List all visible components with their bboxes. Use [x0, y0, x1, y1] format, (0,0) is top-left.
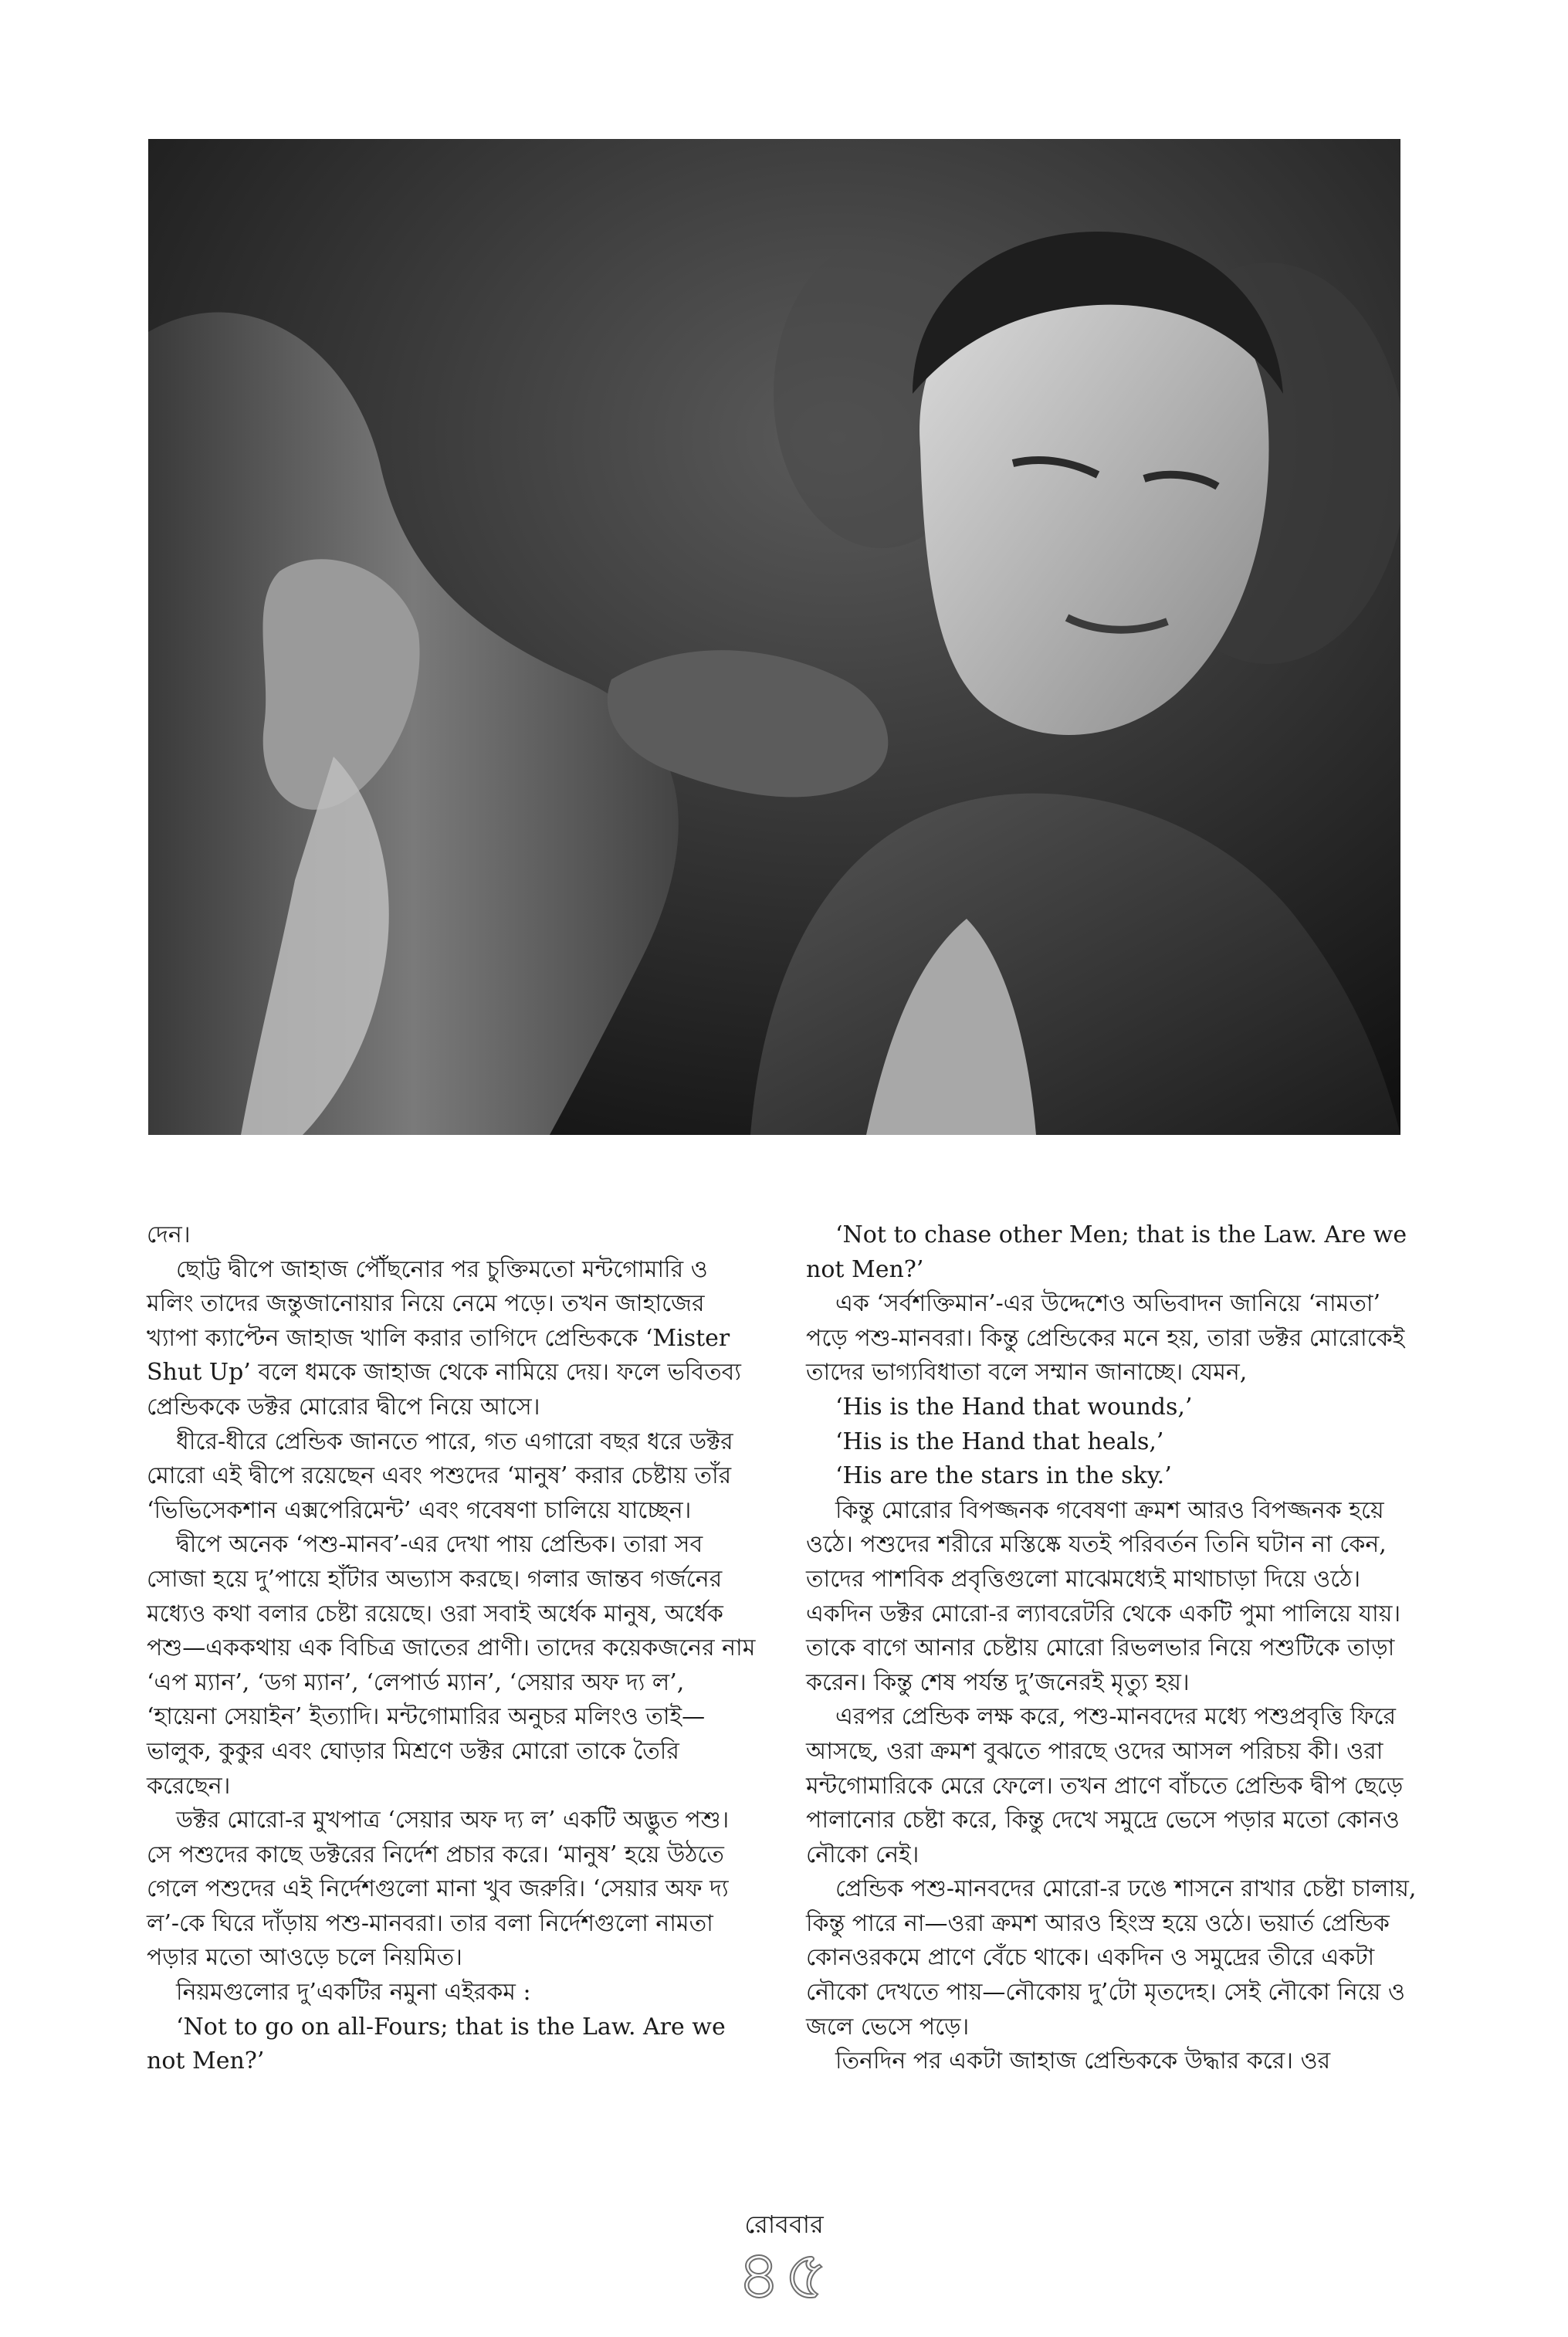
paragraph: ‘His are the stars in the sky.’ [835, 1462, 1172, 1490]
paragraph: ডক্টর মোরো-র মুখপাত্র ‘সেয়ার অফ দ্য ল’ একটি অদ্ভুত পশু। সে পশুদের কাছে ডক্টরের নির্দেশ প্রচার করে। ‘মানুষ’ হয়ে উঠতে গেলে পশুদের এই নির্দেশগুলো মানা খুব জরুরি। ‘সেয়ার অফ দ্য ল’-কে ঘিরে দাঁড়ায় পশু-মানবরা। তার বলা নির্দেশগুলো নামতা পড়ার মতো আওড়ে চলে নিয়মিত। [147, 1807, 730, 1972]
paragraph: ছোট্ট দ্বীপে জাহাজ পৌঁছনোর পর চুক্তিমতো মন্টগোমারি ও মলিং তাদের জন্তুজানোয়ার নিয়ে নেমে পড়ে। তখন জাহাজের খ্যাপা ক্যাপ্টেন জাহাজ খালি করার তাগিদে প্রেন্ডিককে ‘Mister Shut Up’ বলে ধমকে জাহাজ থেকে নামিয়ে দেয়। ফলে ভবিতব্য প্রেন্ডিককে ডক্টর মোরোর দ্বীপে নিয়ে আসে। [147, 1255, 741, 1421]
paragraph: তিনদিন পর একটা জাহাজ প্রেন্ডিককে উদ্ধার করে। ওর [835, 2047, 1331, 2075]
paragraph: ‘His is the Hand that wounds,’ [835, 1393, 1193, 1421]
right-text-column [806, 1218, 1424, 2079]
film-still-photo [148, 139, 1400, 1135]
left-text-column [147, 1218, 757, 2079]
magazine-name: রোববার [744, 2210, 824, 2239]
paragraph: ‘His is the Hand that heals,’ [835, 1428, 1164, 1455]
paragraph: ‘Not to go on all-Fours; that is the Law. Are we not Men?’ [147, 2013, 726, 2075]
paragraph: এক ‘সর্বশক্তিমান’-এর উদ্দেশেও অভিবাদন জানিয়ে ‘নামতা’ পড়ে পশু-মানবরা। কিন্তু প্রেন্ডিকের মনে হয়, তারা ডক্টর মোরোকেই তাদের ভাগ্যবিধাতা বলে সম্মান জানাচ্ছে। যেমন, [806, 1290, 1405, 1387]
paragraph: দ্বীপে অনেক ‘পশু-মানব’-এর দেখা পায় প্রেন্ডিক। তারা সব সোজা হয়ে দু’পায়ে হাঁটার অভ্যাস করছে। গলার জান্তব গর্জনের মধ্যেও কথা বলার চেষ্টা রয়েছে। ওরা সবাই অর্ধেক মানুষ, অর্ধেক পশু—এককথায় এক বিচিত্র জাতের প্রাণী। তাদের কয়েকজনের নাম ‘এপ ম্যান’, ‘ডগ ম্যান’, ‘লেপার্ড ম্যান’, ‘সেয়ার অফ দ্য ল’, ‘হায়েনা সেয়াইন’ ইত্যাদি। মন্টগোমারির অনুচর মলিংও তাই—ভালুক, কুকুর এবং ঘোড়ার মিশ্রণে ডক্টর মোরো তাকে তৈরি করেছেন। [147, 1531, 756, 1800]
paragraph: ধীরে-ধীরে প্রেন্ডিক জানতে পারে, গত এগারো বছর ধরে ডক্টর মোরো এই দ্বীপে রয়েছেন এবং পশুদের ‘মানুষ’ করার চেষ্টায় তাঁর ‘ভিভিসেকশান এক্সপেরিমেন্ট’ এবং গবেষণা চালিয়ে যাচ্ছেন। [147, 1428, 733, 1524]
photo-illustration [148, 139, 1400, 1135]
paragraph: কিন্তু মোরোর বিপজ্জনক গবেষণা ক্রমশ আরও বিপজ্জনক হয়ে ওঠে। পশুদের শরীরে মস্তিষ্কে যতই পরিবর্তন তিনি ঘটান না কেন, তাদের পাশবিক প্রবৃত্তিগুলো মাঝেমধ্যেই মাথাচাড়া দিয়ে ওঠে। একদিন ডক্টর মোরো-র ল্যাবরেটরি থেকে একটি পুমা পালিয়ে যায়। তাকে বাগে আনার চেষ্টায় মোরো রিভলভার নিয়ে পশুটিকে তাড়া করেন। কিন্তু শেষ পর্যন্ত দু’জনেরই মৃত্যু হয়। [806, 1496, 1401, 1696]
page-number: ৪৫ [737, 2235, 831, 2315]
paragraph: দেন। [147, 1221, 191, 1248]
paragraph: এরপর প্রেন্ডিক লক্ষ করে, পশু-মানবদের মধ্যে পশুপ্রবৃত্তি ফিরে আসছে, ওরা ক্রমশ বুঝতে পারছে ওদের আসল পরিচয় কী। ওরা মন্টগোমারিকে মেরে ফেলে। তখন প্রাণে বাঁচতে প্রেন্ডিক দ্বীপ ছেড়ে পালানোর চেষ্টা করে, কিন্তু দেখে সমুদ্রে ভেসে পড়ার মতো কোনও নৌকো নেই। [806, 1703, 1404, 1868]
paragraph: প্রেন্ডিক পশু-মানবদের মোরো-র ঢঙে শাসনে রাখার চেষ্টা চালায়, কিন্তু পারে না—ওরা ক্রমশ আরও হিংস্র হয়ে ওঠে। ভয়ার্ত প্রেন্ডিক কোনওরকমে প্রাণে বেঁচে থাকে। একদিন ও সমুদ্রের তীরে একটা নৌকো দেখতে পায়—নৌকোয় দু’টো মৃতদেহ। সেই নৌকো নিয়ে ও জলে ভেসে পড়ে। [806, 1875, 1417, 2041]
paragraph: নিয়মগুলোর দু’একটির নমুনা এইরকম : [176, 1979, 531, 2007]
paragraph: ‘Not to chase other Men; that is the Law. Are we not Men?’ [806, 1221, 1407, 1283]
